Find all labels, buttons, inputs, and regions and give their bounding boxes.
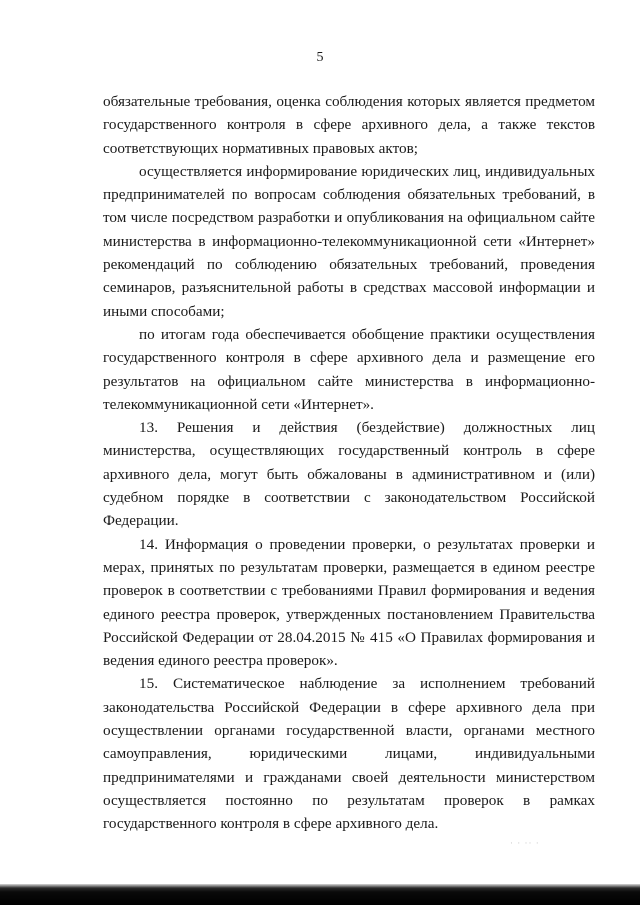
scan-bottom-edge [0,884,640,905]
paragraph-item-13: 13. Решения и действия (бездействие) должностных лиц министерства, осуществляющих государственный контроль в сфере архивного дела, могут быть обжалованы в административном и (или) судебном порядке в соответствии с законодательством Российской Федерации. [103,419,595,530]
paragraph-continuation: обязательные требования, оценка соблюдения которых является предметом государственного контроля в сфере архивного дела, а также текстов соответствующих нормативных правовых актов; [103,93,595,157]
paragraph-informing: осуществляется информирование юридических лиц, индивидуальных предпринимателей по вопросам соблюдения обязательных требований, в том числе посредством разработки и опубликования на официальном сайте министерства в информационно-телекоммуникационной сети «Интернет» рекомендаций по соблюдению обязательных требований, проведения семинаров, разъяснительной работы в средствах массовой информации и иными способами; [103,162,595,320]
scan-artifact: · · ·· · [510,838,540,848]
paragraph-item-14: 14. Информация о проведении проверки, о результатах проверки и мерах, принятых по результатам проверки, размещается в едином реестре проверок в соответствии с требованиями Правил формирования и ведения единого реестра проверок, утвержденных постановлением Правительства Российской Федерации от 28.04.2015 № 415 «О Правилах формирования и ведения единого реестра проверок». [103,535,595,670]
document-body [103,90,595,836]
page-number: 5 [316,50,324,65]
paragraph-annual-summary: по итогам года обеспечивается обобщение практики осуществления государственного контроля в сфере архивного дела и размещение его результатов на официальном сайте министерства в информационно-телекоммуникационной сети «Интернет». [103,325,595,413]
paragraph-item-15: 15. Систематическое наблюдение за исполнением требований законодательства Российской Федерации в сфере архивного дела при осуществлении органами государственной власти, органами местного самоуправления, юридическими лицами, индивидуальными предпринимателями и гражданами своей деятельности министерством осуществляется постоянно по результатам проверок в рамках государственного контроля в сфере архивного дела. [103,675,595,833]
